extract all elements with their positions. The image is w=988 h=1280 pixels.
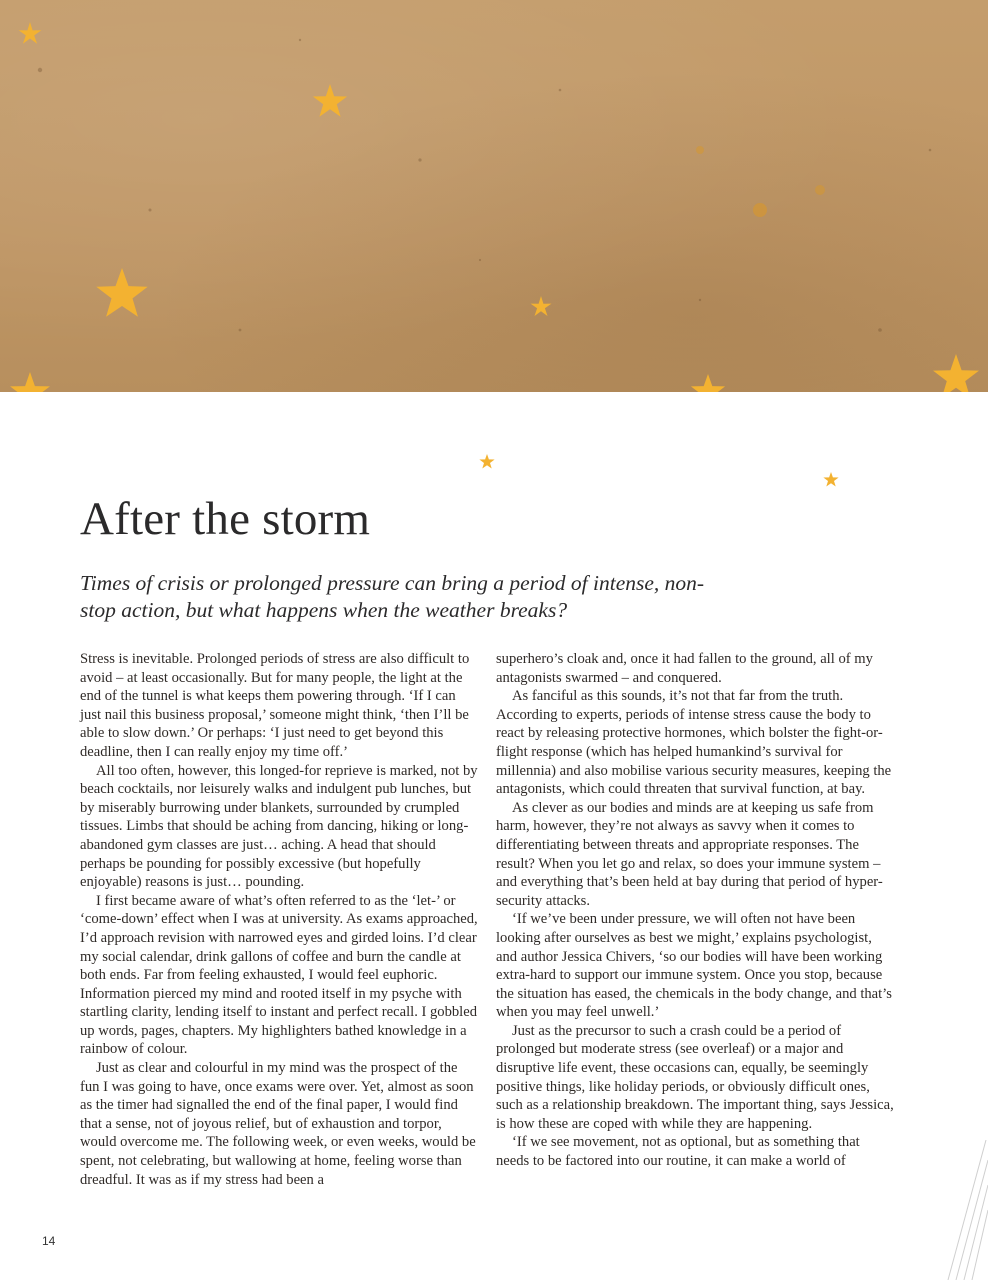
- star-icon: [691, 374, 725, 392]
- star-icon: [313, 84, 347, 117]
- moon-icon: [666, 58, 868, 217]
- star-icon: [10, 372, 50, 392]
- paragraph: Just as the precursor to such a crash could be a period of prolonged but moderate stress (see overleaf) or a major and disruptive life event, these occasions can, equally, be seemingly positive things, like holiday periods, or obviously difficult ones, such as a relationship breakdown. The important thing, says Jessica, is how these are coped with while they are happening.: [496, 1022, 894, 1132]
- paragraph: ‘If we see movement, not as optional, but as something that needs to be factored into our routine, it can make a world of: [496, 1134, 860, 1170]
- banner-illustration: [0, 0, 988, 392]
- star-icon: [479, 454, 494, 469]
- kraft-paper-banner: [0, 0, 988, 392]
- paragraph: I first became aware of what’s often referred to as the ‘let-’ or ‘come-down’ effect when I was at university. As exams approached, I’d approach revision with narrowed eyes and girded loins. I’d clear my social calendar, drink gallons of coffee and burn the candle at both ends. Far from feeling exhausted, I would feel euphoric. Information pierced my mind and rooted itself in my psyche with startling clarity, lending itself to instant and perfect recall. I gobbled up words, pages, chapters. My highlighters bathed knowledge in a rainbow of colour.: [80, 892, 478, 1058]
- paragraph: superhero’s cloak and, once it had fallen to the ground, all of my antagonists swarmed – and conquered.: [496, 651, 873, 686]
- star-icon: [823, 472, 838, 487]
- page-title: After the storm: [80, 493, 371, 545]
- page-number: 14: [42, 1234, 56, 1248]
- paragraph: As clever as our bodies and minds are at keeping us safe from harm, however, they’re not always as savvy when it comes to differentiating between threats and appropriate responses. The result? When you let go and relax, so does your immune system – and everything that’s been held at bay during that period of hyper-security attacks.: [496, 799, 883, 909]
- star-icon: [531, 296, 552, 316]
- star-icon: [19, 22, 42, 44]
- paper-speckles: [38, 39, 932, 332]
- paragraph: ‘If we’ve been under pressure, we will often not have been looking after ourselves as best we might,’ explains psychologist, and author Jessica Chivers, ‘so our bodies will have been working extra-hard to support our immune system. Once you stop, because the situation has eased, the chemicals in the body change, and that’s when you may feel unwell.’: [496, 911, 892, 1021]
- body-column-right: [496, 650, 896, 1171]
- paragraph: Stress is inevitable. Prolonged periods of stress are also difficult to avoid – at least occasionally. But for many people, the light at the end of the tunnel is what keeps them powering through. ‘If I can just nail this business proposal,’ someone might think, ‘then I’ll be able to slow down.’ Or perhaps: ‘I just need to get beyond this deadline, then I can really enjoy my time off.’: [80, 651, 470, 760]
- star-icon: [96, 268, 147, 317]
- paragraph: As fanciful as this sounds, it’s not that far from the truth. According to experts, periods of intense stress cause the body to react by releasing protective hormones, which bolster the fight-or-flight response (which has helped humankind’s survival for millennia) and also mobilise various security measures, keeping the antagonists, which could threaten that survival function, at bay.: [496, 688, 892, 798]
- paragraph: All too often, however, this longed-for reprieve is marked, not by beach cocktails, nor leisurely walks and indulgent pub lunches, but by miserably burrowing under blankets, surrounded by crumpled tissues. Limbs that should be aching from dancing, hiking or long-abandoned gym classes are just… aching. A head that should perhaps be pounding for possibly excessive (but hopefully enjoyable) reasons is just… pounding.: [80, 762, 478, 891]
- body-column-left: [80, 650, 480, 1189]
- star-icon: [933, 354, 979, 392]
- standfirst: Times of crisis or prolonged pressure can bring a period of intense, non-stop action, but what happens when the weather breaks?: [80, 571, 705, 622]
- decorative-edge-lines: [928, 1140, 988, 1280]
- paragraph: Just as clear and colourful in my mind was the prospect of the fun I was going to have, once exams were over. Yet, almost as soon as the timer had signalled the end of the final paper, I would find that a sense, not of joyous relief, but of exhaustion and torpor, would overcome me. The following week, or even weeks, would be spent, not celebrating, but wallowing at home, feeling worse than dreadful. It was as if my stress had been a: [80, 1060, 476, 1188]
